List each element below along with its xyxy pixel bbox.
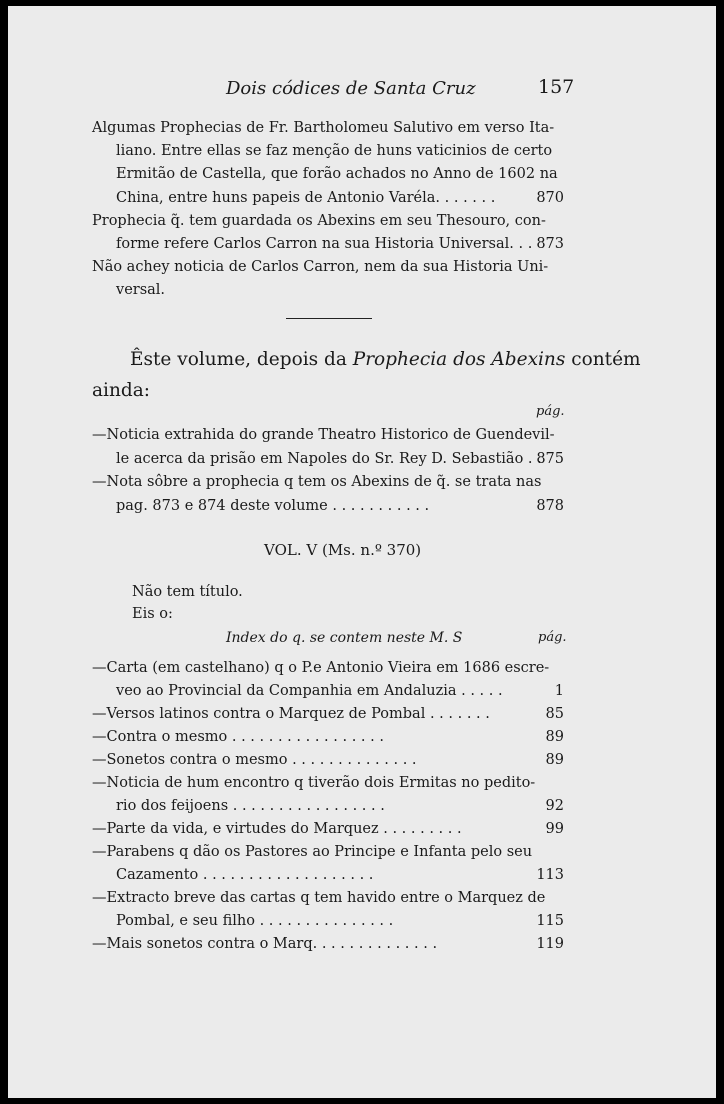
top-entry-line: versal.: [116, 282, 166, 299]
index-entry-line: —Contra o mesmo . . . . . . . . . . . . . . . . .: [92, 729, 384, 745]
index-entry-page: 1: [554, 683, 564, 699]
index-entry-page: 92: [545, 798, 564, 814]
book-page: [8, 6, 716, 1098]
index-entry-line: —Carta (em castelhano) q o P.e Antonio Vieira em 1686 escre-: [92, 660, 550, 676]
index-entry-line: —Sonetos contra o mesmo . . . . . . . . . . . . . .: [92, 752, 417, 768]
top-entry-line: Prophecia q̃. tem guardada os Abexins em seu Thesouro, con-: [92, 212, 546, 229]
pag-label: pág.: [536, 404, 565, 419]
index-entry-line: —Noticia de hum encontro q tiverão dois Ermitas no pedito-: [92, 775, 536, 791]
top-entry-page: 870: [536, 189, 564, 206]
index-entry-line: —Versos latinos contra o Marquez de Pombal . . . . . . .: [92, 706, 490, 722]
index-entry-page: 113: [536, 867, 564, 883]
top-entry-line: Algumas Prophecias de Fr. Bartholomeu Salutivo em verso Ita-: [92, 120, 555, 136]
index-entry-line: Pombal, e seu filho . . . . . . . . . . . . . . .: [116, 913, 394, 929]
index-entry-line: —Extracto breve das cartas q tem havido entre o Marquez de: [92, 890, 546, 906]
index-entry-page: 115: [536, 913, 564, 929]
index-entry-page: 89: [545, 752, 564, 768]
middle-entry-line: —Nota sôbre a prophecia q tem os Abexins de q̃. se trata nas: [92, 474, 542, 490]
no-title-note: Não tem título.: [132, 584, 243, 600]
index-entry-line: veo ao Provincial da Companhia em Andaluzia . . . . .: [116, 683, 503, 699]
eis-label: Eis o:: [132, 606, 173, 622]
middle-entry-page: 878: [536, 497, 564, 514]
index-entry-line: —Parte da vida, e virtudes do Marquez . . . . . . . . .: [92, 821, 462, 837]
intro-second-line: ainda:: [92, 380, 150, 401]
index-heading: Index do q. se contem neste M. S: [226, 630, 463, 646]
section-divider: [286, 318, 372, 319]
middle-entry-page: 875: [536, 450, 564, 467]
top-entry-line: Não achey noticia de Carlos Carron, nem da sua Historia Uni-: [92, 259, 549, 276]
index-entry-page: 99: [545, 821, 564, 837]
intro-paragraph: [130, 349, 641, 370]
middle-entry-line: —Noticia extrahida do grande Theatro Historico de Guendevil-: [92, 427, 555, 443]
intro-text-after: contém: [565, 349, 641, 370]
index-entry-line: —Parabens q dão os Pastores ao Principe e Infanta pelo seu: [92, 844, 533, 860]
middle-entry-line: le acerca da prisão em Napoles do Sr. Rey D. Sebastião . .: [116, 450, 542, 467]
index-entry-line: rio dos feijoens . . . . . . . . . . . . . . . . .: [116, 798, 385, 814]
intro-text-before: Êste volume, depois da: [130, 349, 353, 370]
top-entry-line: liano. Entre ellas se faz menção de huns vaticinios de certo: [116, 143, 553, 160]
top-entry-line: forme refere Carlos Carron na sua Historia Universal. . .: [116, 236, 533, 252]
index-entry-page: 85: [545, 706, 564, 722]
index-entry-page: 89: [545, 729, 564, 745]
top-entry-line: China, entre huns papeis de Antonio Varéla. . . . . . .: [116, 189, 496, 206]
page-number: 157: [538, 76, 575, 98]
top-entry-page: 873: [536, 236, 564, 252]
index-pag-label: pág.: [538, 630, 567, 645]
vol-heading: VOL. V (Ms. n.º 370): [264, 541, 422, 559]
middle-entry-line: pag. 873 e 874 deste volume . . . . . . . . . . .: [116, 497, 430, 514]
intro-italic-title: Prophecia dos Abexins: [352, 349, 566, 370]
index-entry-line: Cazamento . . . . . . . . . . . . . . . . . . .: [116, 867, 374, 883]
top-entry-line: Ermitão de Castella, que forão achados no Anno de 1602 na: [116, 166, 558, 183]
running-header-title: Dois códices de Santa Cruz: [226, 78, 476, 99]
index-entry-page: 119: [536, 936, 564, 952]
index-entry-line: —Mais sonetos contra o Marq. . . . . . . . . . . . . .: [92, 936, 438, 952]
